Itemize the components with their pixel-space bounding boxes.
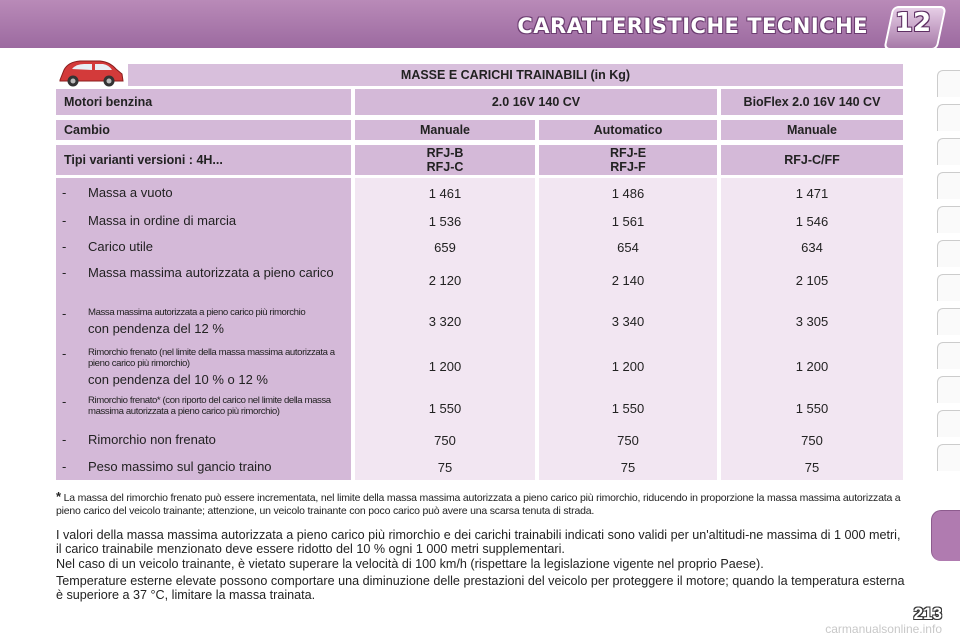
table-cell: 1 536 (428, 214, 462, 229)
side-tab[interactable] (937, 308, 960, 335)
gearbox-1: Manuale (355, 120, 535, 140)
footnote-text: La massa del rimorchio frenato può essere incrementata, nel limite della massa massima autorizzata a pieno carico più rimorchio, riducendo in proporzione la massa massima autorizzata a pieno carico del veicolo trainante; attenzione, un veicolo trainante con poco carico può avere una scarsa tenuta di strada. (56, 492, 901, 517)
table-cell: 1 550 (611, 401, 645, 416)
watermark: carmanualsonline.info (825, 622, 942, 636)
side-tab[interactable] (937, 274, 960, 301)
table-cell: 3 305 (795, 314, 829, 329)
table-cell: 1 471 (795, 186, 829, 201)
side-tab[interactable] (937, 206, 960, 233)
table-cell: 75 (620, 460, 636, 475)
variants-1 (355, 145, 535, 175)
variant-code: RFJ-F (610, 160, 646, 174)
engine-2: BioFlex 2.0 16V 140 CV (721, 89, 903, 115)
table-cell: 654 (617, 240, 639, 255)
variants-2 (539, 145, 717, 175)
table-cell: 75 (437, 460, 453, 475)
side-tab[interactable] (937, 70, 960, 97)
side-tab[interactable] (937, 342, 960, 369)
table-cell: 659 (434, 240, 456, 255)
engine-1: 2.0 16V 140 CV (355, 89, 717, 115)
table-cell: 1 200 (795, 359, 829, 374)
table-cell: 2 105 (795, 273, 829, 288)
table-cell: 1 550 (795, 401, 829, 416)
table-cell: 75 (804, 460, 820, 475)
paragraph-speed: Nel caso di un veicolo trainante, è vietato superare la velocità di 100 km/h (rispettare la legislazione vigente nel proprio Paese). (56, 557, 764, 571)
chapter-title: CARATTERISTICHE TECNICHE (517, 14, 868, 38)
chapter-number: 12 (894, 8, 932, 38)
paragraph-altitude: I valori della massa massima autorizzata a pieno carico più rimorchio e dei carichi trainabili indicati sono validi per un'altitudi-ne massima di 1 000 metri, il carico trainabile menzionato deve essere ridotto del 10 % ogni 1 000 metri supplementari. (56, 528, 901, 556)
car-icon (56, 56, 126, 90)
table-cell: 1 200 (428, 359, 462, 374)
table-title: MASSE E CARICHI TRAINABILI (in Kg) (128, 64, 903, 86)
table-cell: 3 320 (428, 314, 462, 329)
side-tab[interactable] (937, 172, 960, 199)
variant-code: RFJ-E (609, 146, 647, 160)
footnote (56, 490, 908, 518)
side-tab[interactable] (937, 410, 960, 437)
footnote-mark: * (56, 489, 61, 504)
table-cell: 3 340 (611, 314, 645, 329)
gearbox-label: Cambio (56, 120, 351, 140)
page-number: 213 (913, 604, 942, 623)
variant-code: RFJ-B (426, 146, 464, 160)
gearbox-3: Manuale (721, 120, 903, 140)
table-cell: 1 550 (428, 401, 462, 416)
paragraph-temperature: Temperature esterne elevate possono comportare una diminuzione delle prestazioni del veicolo per proteggere il motore; quando la temperatura esterna è superiore a 37 °C, limitare la massa trainata. (56, 574, 905, 602)
side-tab[interactable] (937, 104, 960, 131)
side-tab-active[interactable] (931, 510, 960, 561)
table-cell: 634 (801, 240, 823, 255)
table-cell: 1 546 (795, 214, 829, 229)
engine-label: Motori benzina (56, 89, 351, 115)
variants-3: RFJ-C/FF (721, 145, 903, 175)
side-tab[interactable] (937, 240, 960, 267)
table-cell: 750 (617, 433, 639, 448)
table-cell: 1 200 (611, 359, 645, 374)
table-cell: 1 461 (428, 186, 462, 201)
side-tab-strip (934, 70, 960, 540)
side-tab[interactable] (937, 376, 960, 403)
table-cell: 1 486 (611, 186, 645, 201)
table-cell: 1 561 (611, 214, 645, 229)
variants-label: Tipi varianti versioni : 4H... (56, 145, 351, 175)
table-cell: 750 (434, 433, 456, 448)
gearbox-2: Automatico (539, 120, 717, 140)
side-tab[interactable] (937, 444, 960, 471)
table-cell: 750 (801, 433, 823, 448)
table-cell: 2 140 (611, 273, 645, 288)
side-tab[interactable] (937, 138, 960, 165)
variant-code: RFJ-C (426, 160, 464, 174)
table-cell: 2 120 (428, 273, 462, 288)
